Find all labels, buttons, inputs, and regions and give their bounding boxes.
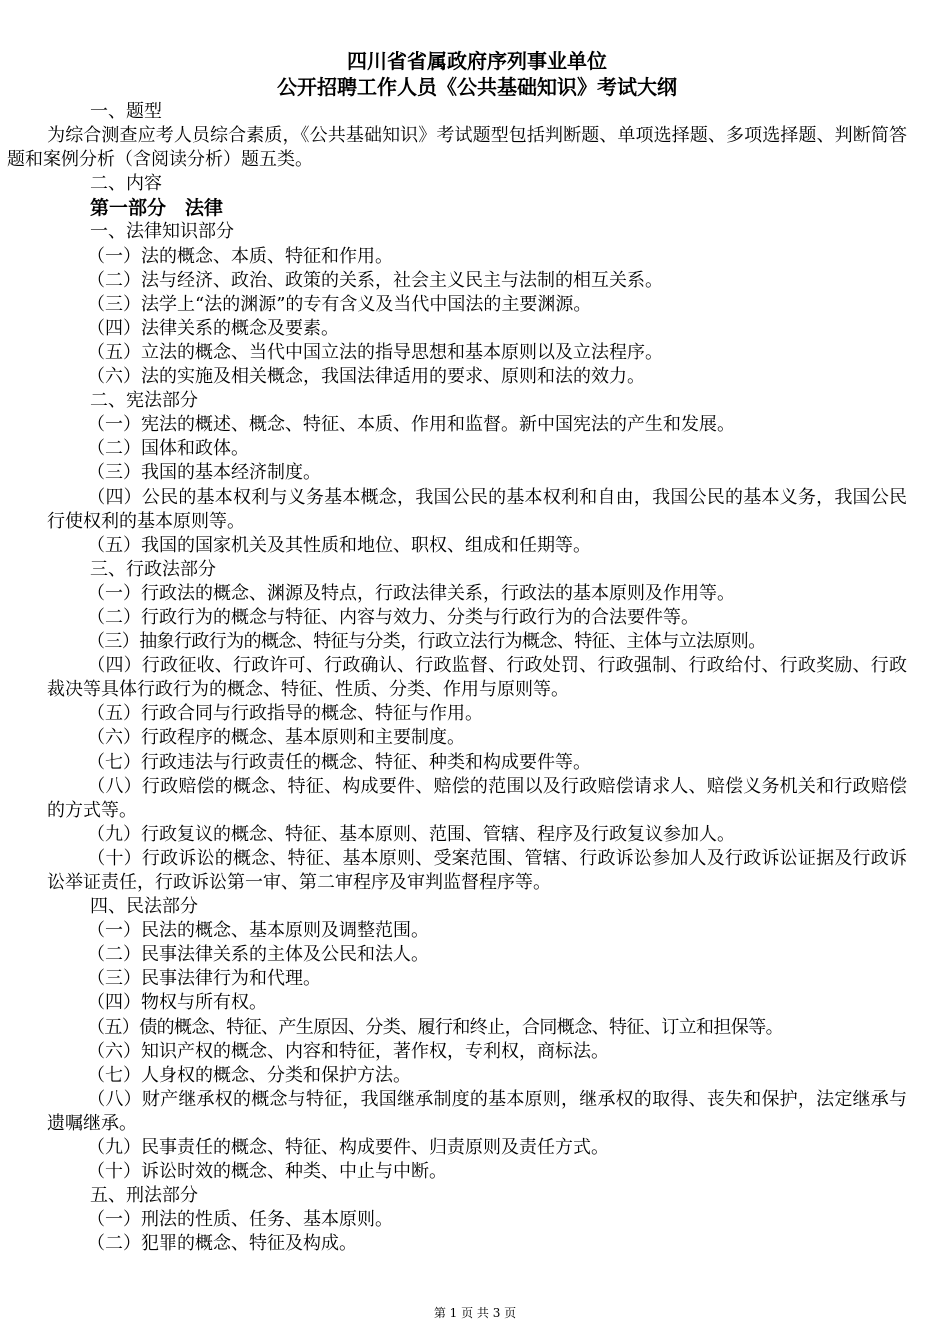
list-item-text: （八）财产继承权的概念与特征，我国继承制度的基本原则，继承权的取得、丧失和保护，法定继承与遗嘱继承。 [47, 1088, 907, 1134]
page-number-footer: 第 1 页 共 3 页 [433, 1306, 517, 1320]
list-item [47, 1088, 907, 1136]
subsection-heading: 一、法律知识部分 [90, 221, 234, 243]
subsection-heading: 三、行政法部分 [90, 558, 216, 580]
section-heading: 二、内容 [90, 173, 162, 195]
document-title-line-2: 公开招聘工作人员《公共基础知识》考试大纲 [277, 75, 677, 99]
paragraph-text: 为综合测查应考人员综合素质，《公共基础知识》考试题型包括判断题、单项选择题、多项选择题、判断简答题和案例分析（含阅读分析）题五类。 [7, 125, 907, 171]
list-item: （五）行政合同与行政指导的概念、特征与作用。 [87, 703, 483, 725]
part-heading: 第一部分 法律 [90, 197, 224, 220]
list-item: （五）债的概念、特征、产生原因、分类、履行和终止，合同概念、特征、订立和担保等。 [87, 1016, 783, 1038]
list-item: （七）人身权的概念、分类和保护方法。 [87, 1064, 411, 1086]
list-item: （二）行政行为的概念与特征、内容与效力、分类与行政行为的合法要件等。 [87, 606, 699, 628]
subsection-heading: 二、宪法部分 [90, 390, 198, 412]
list-item: （二）法与经济、政治、政策的关系，社会主义民主与法制的相互关系。 [87, 269, 663, 291]
list-item [47, 775, 907, 823]
subsection-heading: 五、刑法部分 [90, 1185, 198, 1207]
list-item-text: （八）行政赔偿的概念、特征、构成要件、赔偿的范围以及行政赔偿请求人、赔偿义务机关和行政赔偿的方式等。 [47, 775, 907, 821]
list-item: （六）行政程序的概念、基本原则和主要制度。 [87, 727, 465, 749]
paragraph [7, 124, 907, 172]
subsection-heading: 四、民法部分 [90, 896, 198, 918]
list-item: （六）法的实施及相关概念，我国法律适用的要求、原则和法的效力。 [87, 366, 645, 388]
list-item [47, 654, 907, 702]
list-item: （六）知识产权的概念、内容和特征，著作权，专利权，商标法。 [87, 1040, 609, 1062]
list-item: （三）抽象行政行为的概念、特征与分类，行政立法行为概念、特征、主体与立法原则。 [87, 631, 766, 653]
list-item-text: （四）公民的基本权利与义务基本概念，我国公民的基本权利和自由，我国公民的基本义务，我国公民行使权利的基本原则等。 [47, 486, 907, 532]
list-item: （三）法学上“法的渊源”的专有含义及当代中国法的主要渊源。 [87, 293, 592, 315]
list-item: （五）我国的国家机关及其性质和地位、职权、组成和任期等。 [87, 534, 591, 556]
list-item: （七）行政违法与行政责任的概念、特征、种类和构成要件等。 [87, 751, 591, 773]
list-item: （一）宪法的概述、概念、特征、本质、作用和监督。新中国宪法的产生和发展。 [87, 414, 735, 436]
list-item: （一）刑法的性质、任务、基本原则。 [87, 1209, 393, 1231]
list-item: （一）民法的概念、基本原则及调整范围。 [87, 920, 429, 942]
list-item: （三）民事法律行为和代理。 [87, 968, 321, 990]
document-page [7, 48, 907, 1257]
list-item: （九）行政复议的概念、特征、基本原则、范围、管辖、程序及行政复议参加人。 [87, 823, 735, 845]
list-item: （四）法律关系的概念及要素。 [87, 317, 339, 339]
document-title-line-1: 四川省省属政府序列事业单位 [347, 49, 607, 73]
list-item: （二）犯罪的概念、特征及构成。 [87, 1233, 357, 1255]
list-item: （十）诉讼时效的概念、种类、中止与中断。 [87, 1161, 447, 1183]
list-item: （一）法的概念、本质、特征和作用。 [87, 245, 393, 267]
list-item: （二）国体和政体。 [87, 438, 249, 460]
list-item-text: （四）行政征收、行政许可、行政确认、行政监督、行政处罚、行政强制、行政给付、行政奖励、行政裁决等具体行政行为的概念、特征、性质、分类、作用与原则等。 [47, 655, 907, 701]
list-item [47, 847, 907, 895]
list-item: （九）民事责任的概念、特征、构成要件、归责原则及责任方式。 [87, 1137, 609, 1159]
list-item: （五）立法的概念、当代中国立法的指导思想和基本原则以及立法程序。 [87, 341, 663, 363]
list-item: （二）民事法律关系的主体及公民和法人。 [87, 944, 429, 966]
list-item: （四）物权与所有权。 [87, 992, 267, 1014]
section-heading: 一、题型 [90, 101, 162, 122]
list-item [47, 486, 907, 534]
list-item: （三）我国的基本经济制度。 [87, 462, 321, 484]
list-item: （一）行政法的概念、渊源及特点，行政法律关系，行政法的基本原则及作用等。 [87, 582, 735, 604]
list-item-text: （十）行政诉讼的概念、特征、基本原则、受案范围、管辖、行政诉讼参加人及行政诉讼证据及行政诉讼举证责任，行政诉讼第一审、第二审程序及审判监督程序等。 [47, 847, 907, 893]
